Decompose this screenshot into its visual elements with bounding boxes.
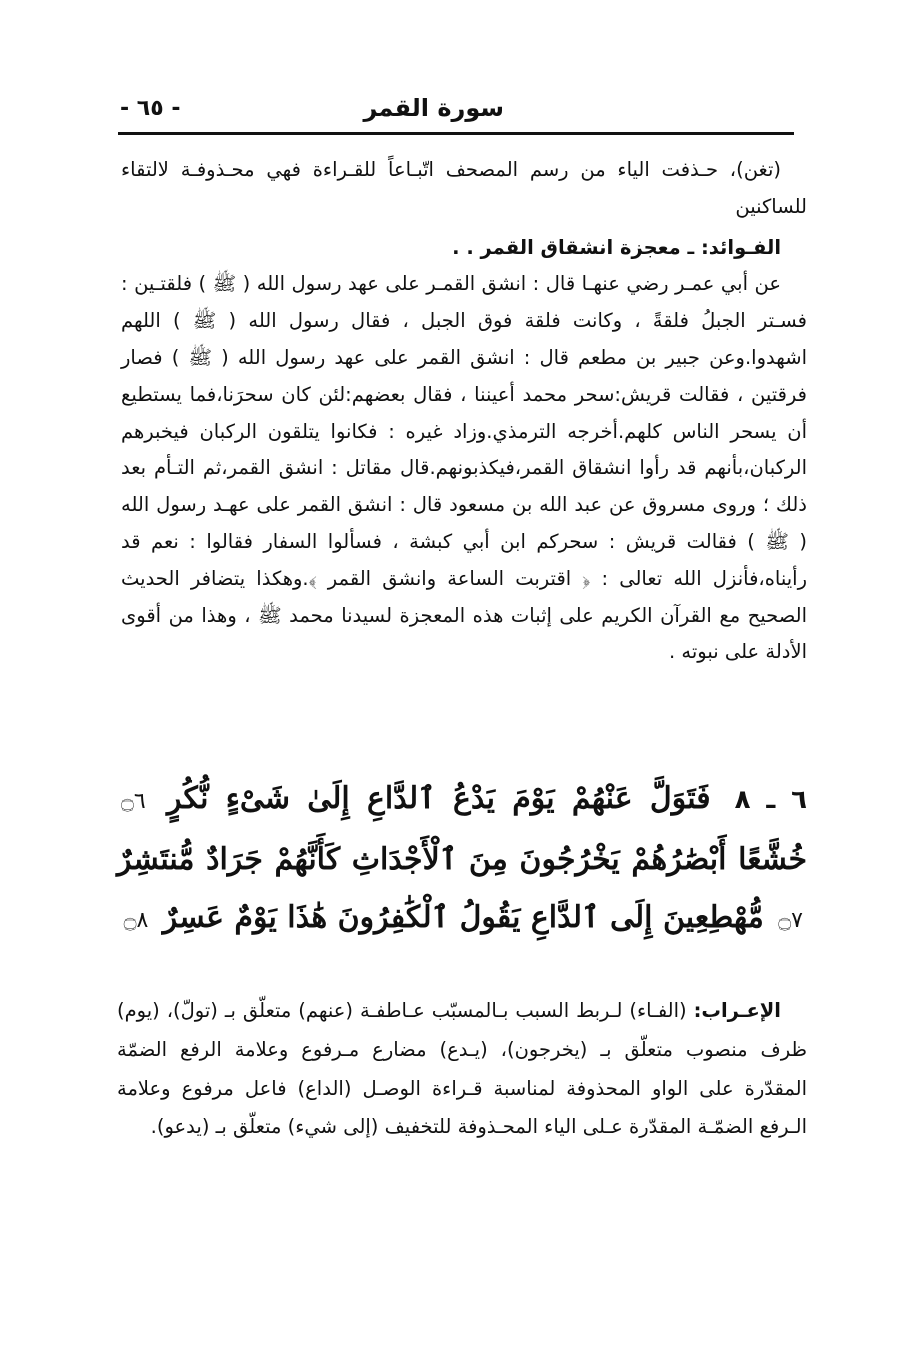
fawaid-label: الفـوائد: [701,235,781,259]
fawaid-text: ـ معجزة انشقاق القمر . . [452,235,701,259]
verse-text-7: خُشَّعًا أَبْصَٰرُهُمْ يَخْرُجُونَ مِنَ ٱلْأَجْدَاثِ كَأَنَّهُمْ جَرَادٌ مُّنتَشِرٌ [117,842,807,877]
ayah-8-marker-icon: ۝٨ [123,908,149,933]
ayah-7-marker-icon: ۝٧ [778,908,803,933]
commentary-text [121,152,807,671]
verse-number: ٦ ـ ٨ [734,785,807,815]
quran-verse-block [117,770,807,950]
paragraph-spelling-note: (تغن)، حـذفت الياء من رسم المصحف اتّبـاعاً للقـراءة فهي محـذوفـة لالتقاء للساكنين [121,158,807,218]
page-header [114,92,794,132]
header-rule [118,132,794,135]
fawaid-heading [121,230,807,267]
ayah-6-marker-icon: ۝٦ [121,789,146,814]
page-number: - ٦٥ - [120,96,181,121]
irab-section [117,992,807,1147]
paragraph-hadith: عن أبي عمـر رضي عنهـا قال : انشق القمـر على عهد رسول الله ( ﷺ ) فلقتـين : فسـتر الجبلُ فلقةً ، وكانت فلقة فوق الجبل ، فقال رسول الله ( ﷺ ) اللهم اشهدوا.وعن جبير بن مطعم قال : انشق القمر على عهد رسول الله ( ﷺ ) فصار فرقتين ، فقالت قريش:سحر محمد أعيننا ، فقال بعضهم:لئن كان سحرَنا،فما يستطيع أن يسحر الناس كلهم.أخرجه الترمذي.وزاد غيره : فكانوا يتلقون الركبان فيخبرهم الركبان،بأنهم قد رأوا انشقاق القمر،فيكذبونهم.قال مقاتل : انشق القمر،ثم التـأم بعد ذلك ؛ وروى مسروق عن عبد الله بن مسعود قال : انشق القمر على عهـد رسول الله ( ﷺ ) فقالت قريش : سحركم ابن أبي كبشة ، فسألوا السفار فقالوا : نعم قد رأيناه،فأنزل الله تعالى : ﴿ اقتربت الساعة وانشق القمر ﴾.وهكذا يتضافر الحديث الصحيح مع القرآن الكريم على إثبات هذه المعجزة لسيدنا محمد ﷺ ، وهذا من أقوى الأدلة على نبوته . [121,272,807,664]
verse-text-6: فَتَوَلَّ عَنْهُمْ يَوْمَ يَدْعُ ٱلدَّاعِ إِلَىٰ شَىْءٍ نُّكُرٍ [166,781,711,816]
irab-text: (الفـاء) لـربط السبب بـالمسبّب عـاطفـة (عنهم) متعلّق بـ (تولّ)، (يوم) ظرف منصوب متعلّق بـ (يخرجون)، (يـدع) مضارع مـرفوع وعلامة الرفع الضمّة المقدّرة على الواو المحذوفة لمناسبة قـراءة الوصـل (الداع) فاعل مرفوع وعلامة الـرفع الضمّـة المقدّرة عـلى الياء المحـذوفة للتخفيف (إلى شيء) متعلّق بـ (يدعو). [117,999,807,1139]
irab-paragraph [117,992,807,1147]
surah-title: سورة القمر [363,94,504,122]
verse-paragraph [117,770,807,950]
irab-label: الإعـراب: [693,999,781,1022]
verse-text-8: مُّهْطِعِينَ إِلَى ٱلدَّاعِ يَقُولُ ٱلْكَٰفِرُونَ هَٰذَا يَوْمٌ عَسِرٌ [162,900,764,935]
